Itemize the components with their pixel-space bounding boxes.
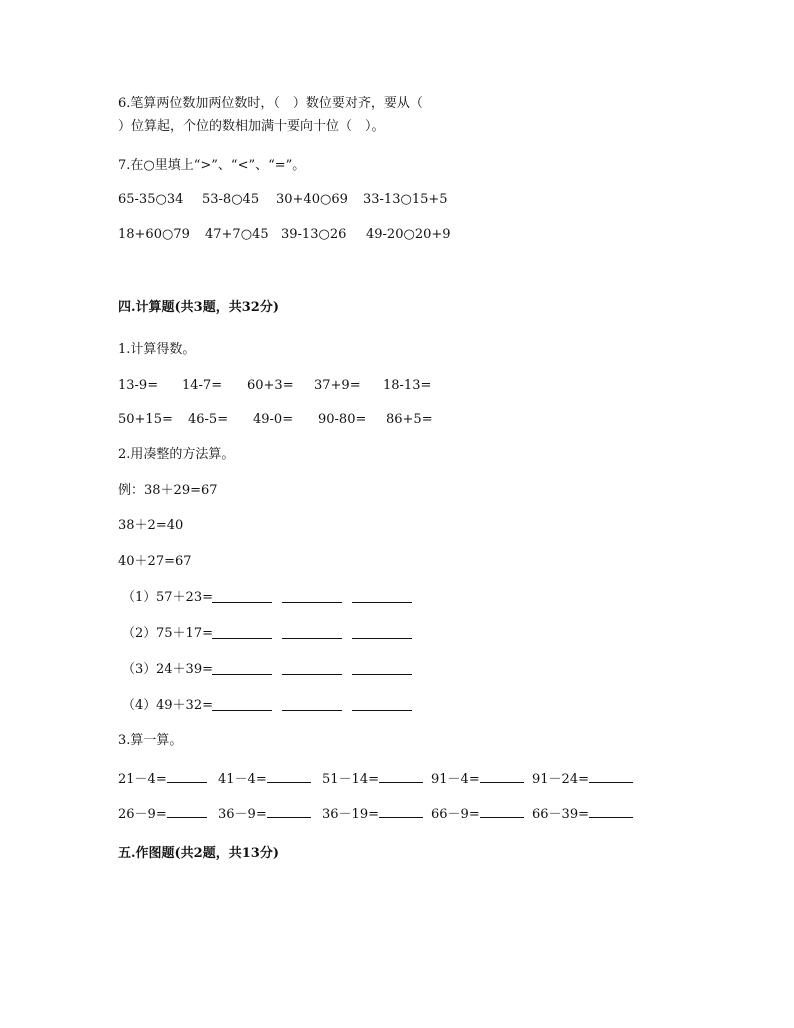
calc-item: 18-13=: [383, 378, 432, 393]
answer-blank[interactable]: [212, 602, 272, 603]
answer-blank[interactable]: [352, 638, 412, 639]
calc-item: [322, 805, 423, 823]
answer-blank[interactable]: [379, 805, 423, 818]
compare-item: 33-13○15+5: [363, 192, 448, 207]
calc-item: 50+15=: [118, 412, 173, 427]
calc-expression: 26－9=: [118, 807, 167, 822]
answer-blank[interactable]: [267, 770, 311, 783]
calc-expression: 66－39=: [532, 807, 589, 822]
item-label: （4）: [122, 698, 157, 713]
calc-item: [118, 805, 207, 823]
q7-prompt: 7.在○里填上“>”、“<”、“=”。: [118, 158, 306, 173]
calc-item: [218, 770, 311, 788]
calc-expression: 41－4=: [218, 772, 267, 787]
calc-item: 86+5=: [386, 412, 433, 427]
calc2-item: [122, 662, 422, 678]
calc1-row-2: [118, 412, 458, 428]
calc-item: 60+3=: [247, 378, 294, 393]
q7-row-1: [118, 192, 478, 208]
calc-expression: 91－4=: [431, 772, 480, 787]
calc2-prompt: 2.用凑整的方法算。: [118, 447, 235, 462]
compare-item: 30+40○69: [276, 192, 348, 207]
compare-item: 47+7○45: [205, 227, 269, 242]
calc2-example-line: 40＋27=67: [118, 554, 192, 569]
calc-item: [532, 770, 633, 788]
calc3-row-1: [118, 770, 638, 786]
calc-item: 37+9=: [314, 378, 361, 393]
calc-item: 13-9=: [118, 378, 159, 393]
calc-item: [218, 805, 311, 823]
item-expression: 75＋17=: [156, 626, 213, 641]
item-label: （3）: [122, 662, 157, 677]
calc-expression: 36－19=: [322, 807, 379, 822]
compare-item: 18+60○79: [118, 227, 190, 242]
calc-item: [532, 805, 633, 823]
answer-blank[interactable]: [212, 638, 272, 639]
answer-blank[interactable]: [212, 710, 272, 711]
calc3-row-2: [118, 805, 638, 821]
calc-item: 90-80=: [318, 412, 367, 427]
item-expression: 57＋23=: [156, 590, 213, 605]
calc-item: [431, 805, 524, 823]
calc-item: [431, 770, 524, 788]
calc2-example-line: 38＋2=40: [118, 518, 184, 533]
q6-line-1: 6.笔算两位数加两位数时，（ ）数位要对齐，要从（: [118, 96, 423, 111]
item-expression: 24＋39=: [156, 662, 213, 677]
section-5-title: 五.作图题(共2题，共13分): [118, 846, 279, 861]
answer-blank[interactable]: [480, 805, 524, 818]
calc-item: 46-5=: [188, 412, 229, 427]
calc-expression: 91－24=: [532, 772, 589, 787]
answer-blank[interactable]: [352, 674, 412, 675]
answer-blank[interactable]: [589, 805, 633, 818]
item-label: （2）: [122, 626, 157, 641]
answer-blank[interactable]: [282, 638, 342, 639]
calc-expression: 51－14=: [322, 772, 379, 787]
answer-blank[interactable]: [167, 770, 207, 783]
calc-item: 49-0=: [253, 412, 294, 427]
answer-blank[interactable]: [167, 805, 207, 818]
calc-expression: 21－4=: [118, 772, 167, 787]
calc-item: [322, 770, 423, 788]
answer-blank[interactable]: [352, 602, 412, 603]
answer-blank[interactable]: [282, 674, 342, 675]
calc-expression: 36－9=: [218, 807, 267, 822]
compare-item: 39-13○26: [281, 227, 347, 242]
calc-item: [118, 770, 207, 788]
compare-item: 65-35○34: [118, 192, 184, 207]
answer-blank[interactable]: [352, 710, 412, 711]
answer-blank[interactable]: [282, 602, 342, 603]
answer-blank[interactable]: [267, 805, 311, 818]
calc2-example-line: 例：38＋29=67: [118, 483, 218, 498]
item-label: （1）: [122, 590, 157, 605]
calc-expression: 66－9=: [431, 807, 480, 822]
calc2-item: [122, 698, 422, 714]
answer-blank[interactable]: [212, 674, 272, 675]
answer-blank[interactable]: [379, 770, 423, 783]
item-expression: 49＋32=: [156, 698, 213, 713]
answer-blank[interactable]: [282, 710, 342, 711]
q7-row-2: [118, 227, 478, 243]
calc2-item: [122, 590, 422, 606]
compare-item: 53-8○45: [202, 192, 260, 207]
calc3-prompt: 3.算一算。: [118, 733, 183, 748]
calc1-row-1: [118, 378, 458, 394]
answer-blank[interactable]: [589, 770, 633, 783]
compare-item: 49-20○20+9: [366, 227, 451, 242]
answer-blank[interactable]: [480, 770, 524, 783]
calc2-item: [122, 626, 422, 642]
section-4-title: 四.计算题(共3题，共32分): [118, 300, 279, 315]
calc1-prompt: 1.计算得数。: [118, 342, 196, 357]
calc-item: 14-7=: [182, 378, 223, 393]
q6-line-2: ）位算起，个位的数相加满十要向十位（ ）。: [118, 119, 385, 134]
